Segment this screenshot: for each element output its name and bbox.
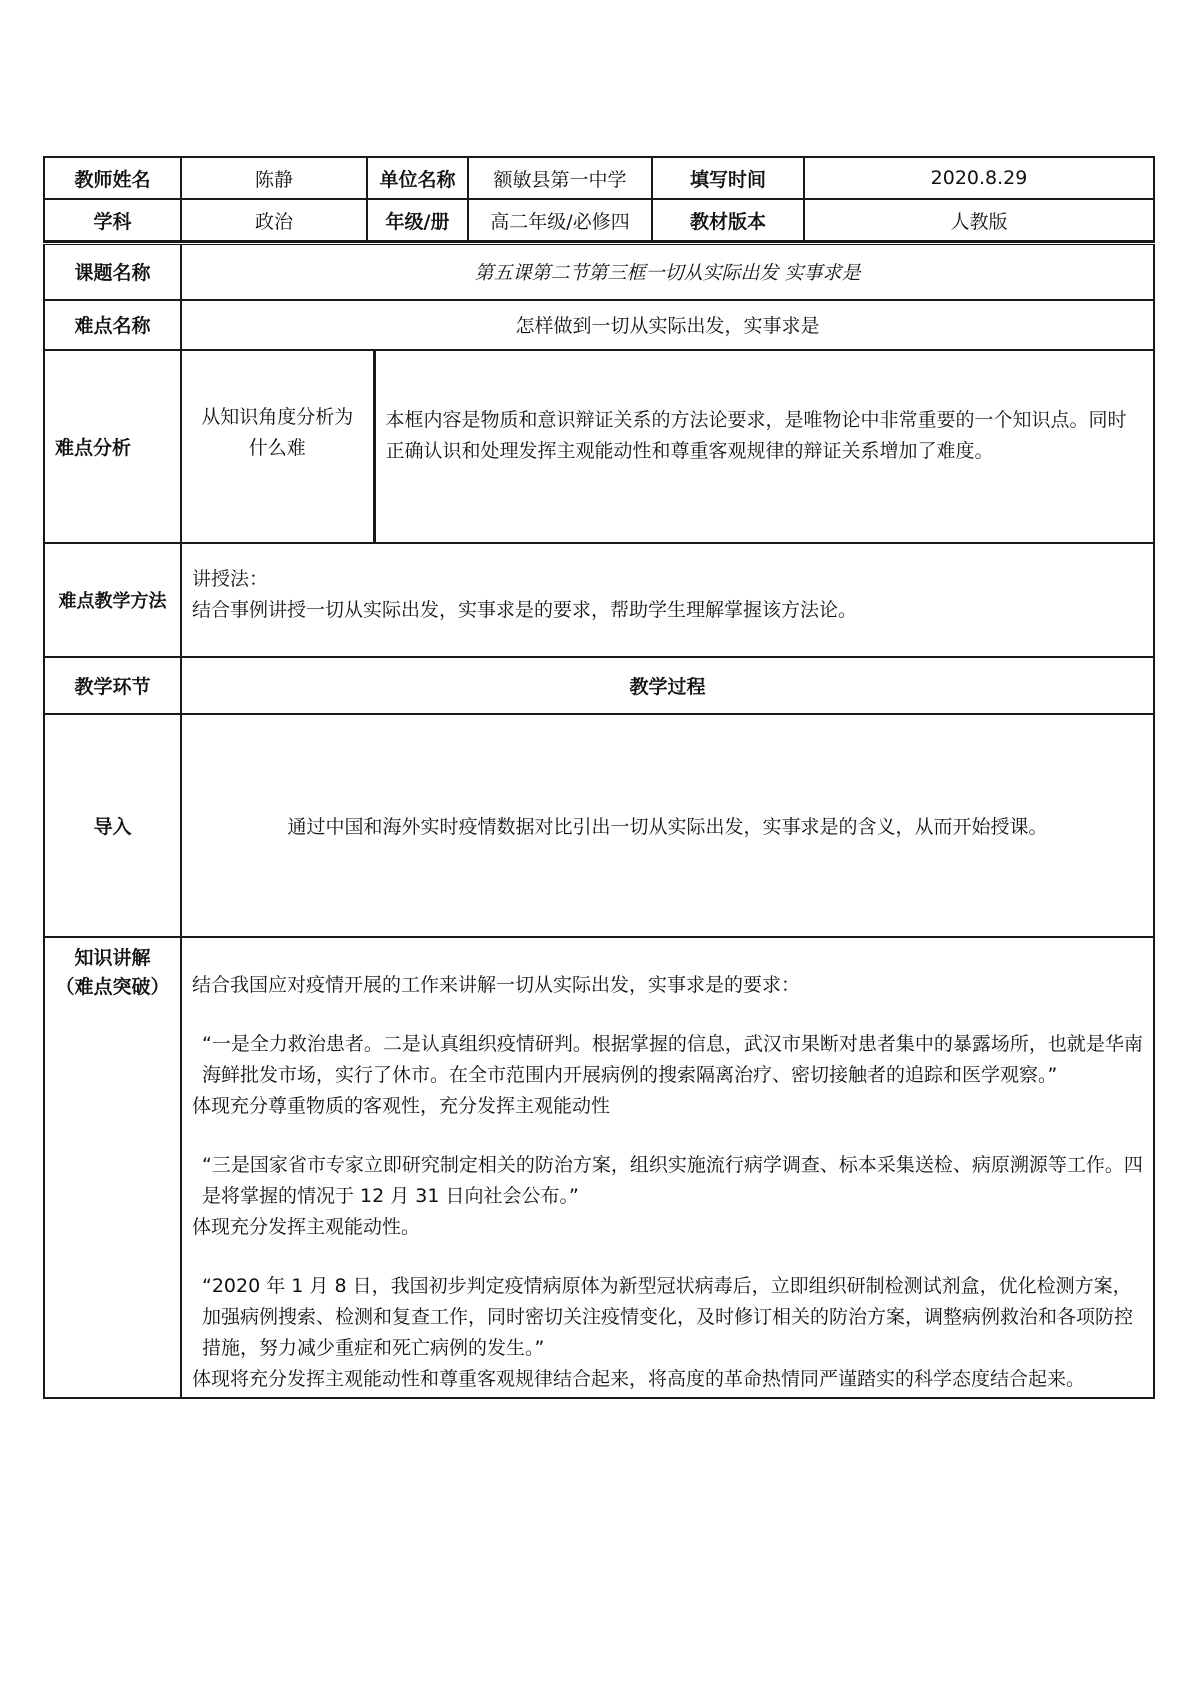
header-row-1 <box>44 157 1154 199</box>
analysis-text: 本框内容是物质和意识辩证关系的方法论要求，是唯物论中非常重要的一个知识点。同时正确认识和处理发挥主观能动性和尊重客观规律的辩证关系增加了难度。 <box>374 350 1154 543</box>
knowledge-intro: 结合我国应对疫情开展的工作来讲解一切从实际出发，实事求是的要求： <box>192 973 801 996</box>
analysis-row <box>44 350 1154 543</box>
topic-value: 第五课第二节第三框一切从实际出发 实事求是 <box>181 244 1154 300</box>
knowledge-quote-2: “三是国家省市专家立即研究制定相关的防治方案，组织实施流行病学调查、标本采集送检、病原溯源等工作。四是将掌握的情况于 12 月 31 日向社会公布。” <box>202 1153 1143 1207</box>
knowledge-note-2: 体现充分发挥主观能动性。 <box>192 1215 421 1238</box>
unit-value: 额敏县第一中学 <box>468 157 652 199</box>
lesson-plan-document <box>43 156 1153 1399</box>
analysis-label: 难点分析 <box>44 350 181 543</box>
knowledge-row <box>44 937 1154 1398</box>
grade-value: 高二年级/必修四 <box>468 199 652 241</box>
knowledge-content <box>181 937 1154 1398</box>
process-label: 教学过程 <box>181 657 1154 714</box>
knowledge-note-3: 体现将充分发挥主观能动性和尊重客观规律结合起来，将高度的革命热情同严谨踏实的科学态度结合起来。 <box>192 1367 1086 1390</box>
method-label: 难点教学方法 <box>44 543 181 657</box>
difficulty-row <box>44 300 1154 350</box>
teacher-value: 陈静 <box>181 157 367 199</box>
intro-text: 通过中国和海外实时疫情数据对比引出一切从实际出发，实事求是的含义，从而开始授课。 <box>181 714 1154 937</box>
topic-row <box>44 244 1154 300</box>
method-line-1: 讲授法： <box>192 567 269 590</box>
difficulty-value: 怎样做到一切从实际出发，实事求是 <box>181 300 1154 350</box>
subject-label: 学科 <box>44 199 181 241</box>
date-label: 填写时间 <box>652 157 804 199</box>
knowledge-label-line-2: （难点突破） <box>55 975 170 998</box>
stage-label: 教学环节 <box>44 657 181 714</box>
knowledge-quote-1: “一是全力救治患者。二是认真组织疫情研判。根据掌握的信息，武汉市果断对患者集中的暴露场所，也就是华南海鲜批发市场，实行了休市。在全市范围内开展病例的搜索隔离治疗、密切接触者的追踪和医学观察。” <box>202 1032 1143 1086</box>
process-header-row <box>44 657 1154 714</box>
unit-label: 单位名称 <box>367 157 468 199</box>
intro-label: 导入 <box>44 714 181 937</box>
subject-value: 政治 <box>181 199 367 241</box>
topic-label: 课题名称 <box>44 244 181 300</box>
textbook-value: 人教版 <box>804 199 1154 241</box>
knowledge-note-1: 体现充分尊重物质的客观性，充分发挥主观能动性 <box>192 1094 611 1117</box>
intro-row <box>44 714 1154 937</box>
method-line-2: 结合事例讲授一切从实际出发，实事求是的要求，帮助学生理解掌握该方法论。 <box>192 598 858 621</box>
date-value: 2020.8.29 <box>804 157 1154 199</box>
method-row <box>44 543 1154 657</box>
textbook-label: 教材版本 <box>652 199 804 241</box>
teacher-label: 教师姓名 <box>44 157 181 199</box>
knowledge-quote-3: “2020 年 1 月 8 日，我国初步判定疫情病原体为新型冠状病毒后，立即组织研制检测试剂盒，优化检测方案，加强病例搜索、检测和复查工作，同时密切关注疫情变化，及时修订相关的防治方案，调整病例救治和各项防控措施，努力减少重症和死亡病例的发生。” <box>202 1274 1134 1359</box>
knowledge-label <box>44 937 181 1398</box>
header-row-2 <box>44 199 1154 241</box>
analysis-sub-label: 从知识角度分析为什么难 <box>181 350 374 543</box>
method-cell <box>181 543 1154 657</box>
difficulty-label: 难点名称 <box>44 300 181 350</box>
header-table <box>43 156 1155 242</box>
grade-label: 年级/册 <box>367 199 468 241</box>
knowledge-label-line-1: 知识讲解 <box>74 946 151 969</box>
main-table <box>43 242 1155 1399</box>
